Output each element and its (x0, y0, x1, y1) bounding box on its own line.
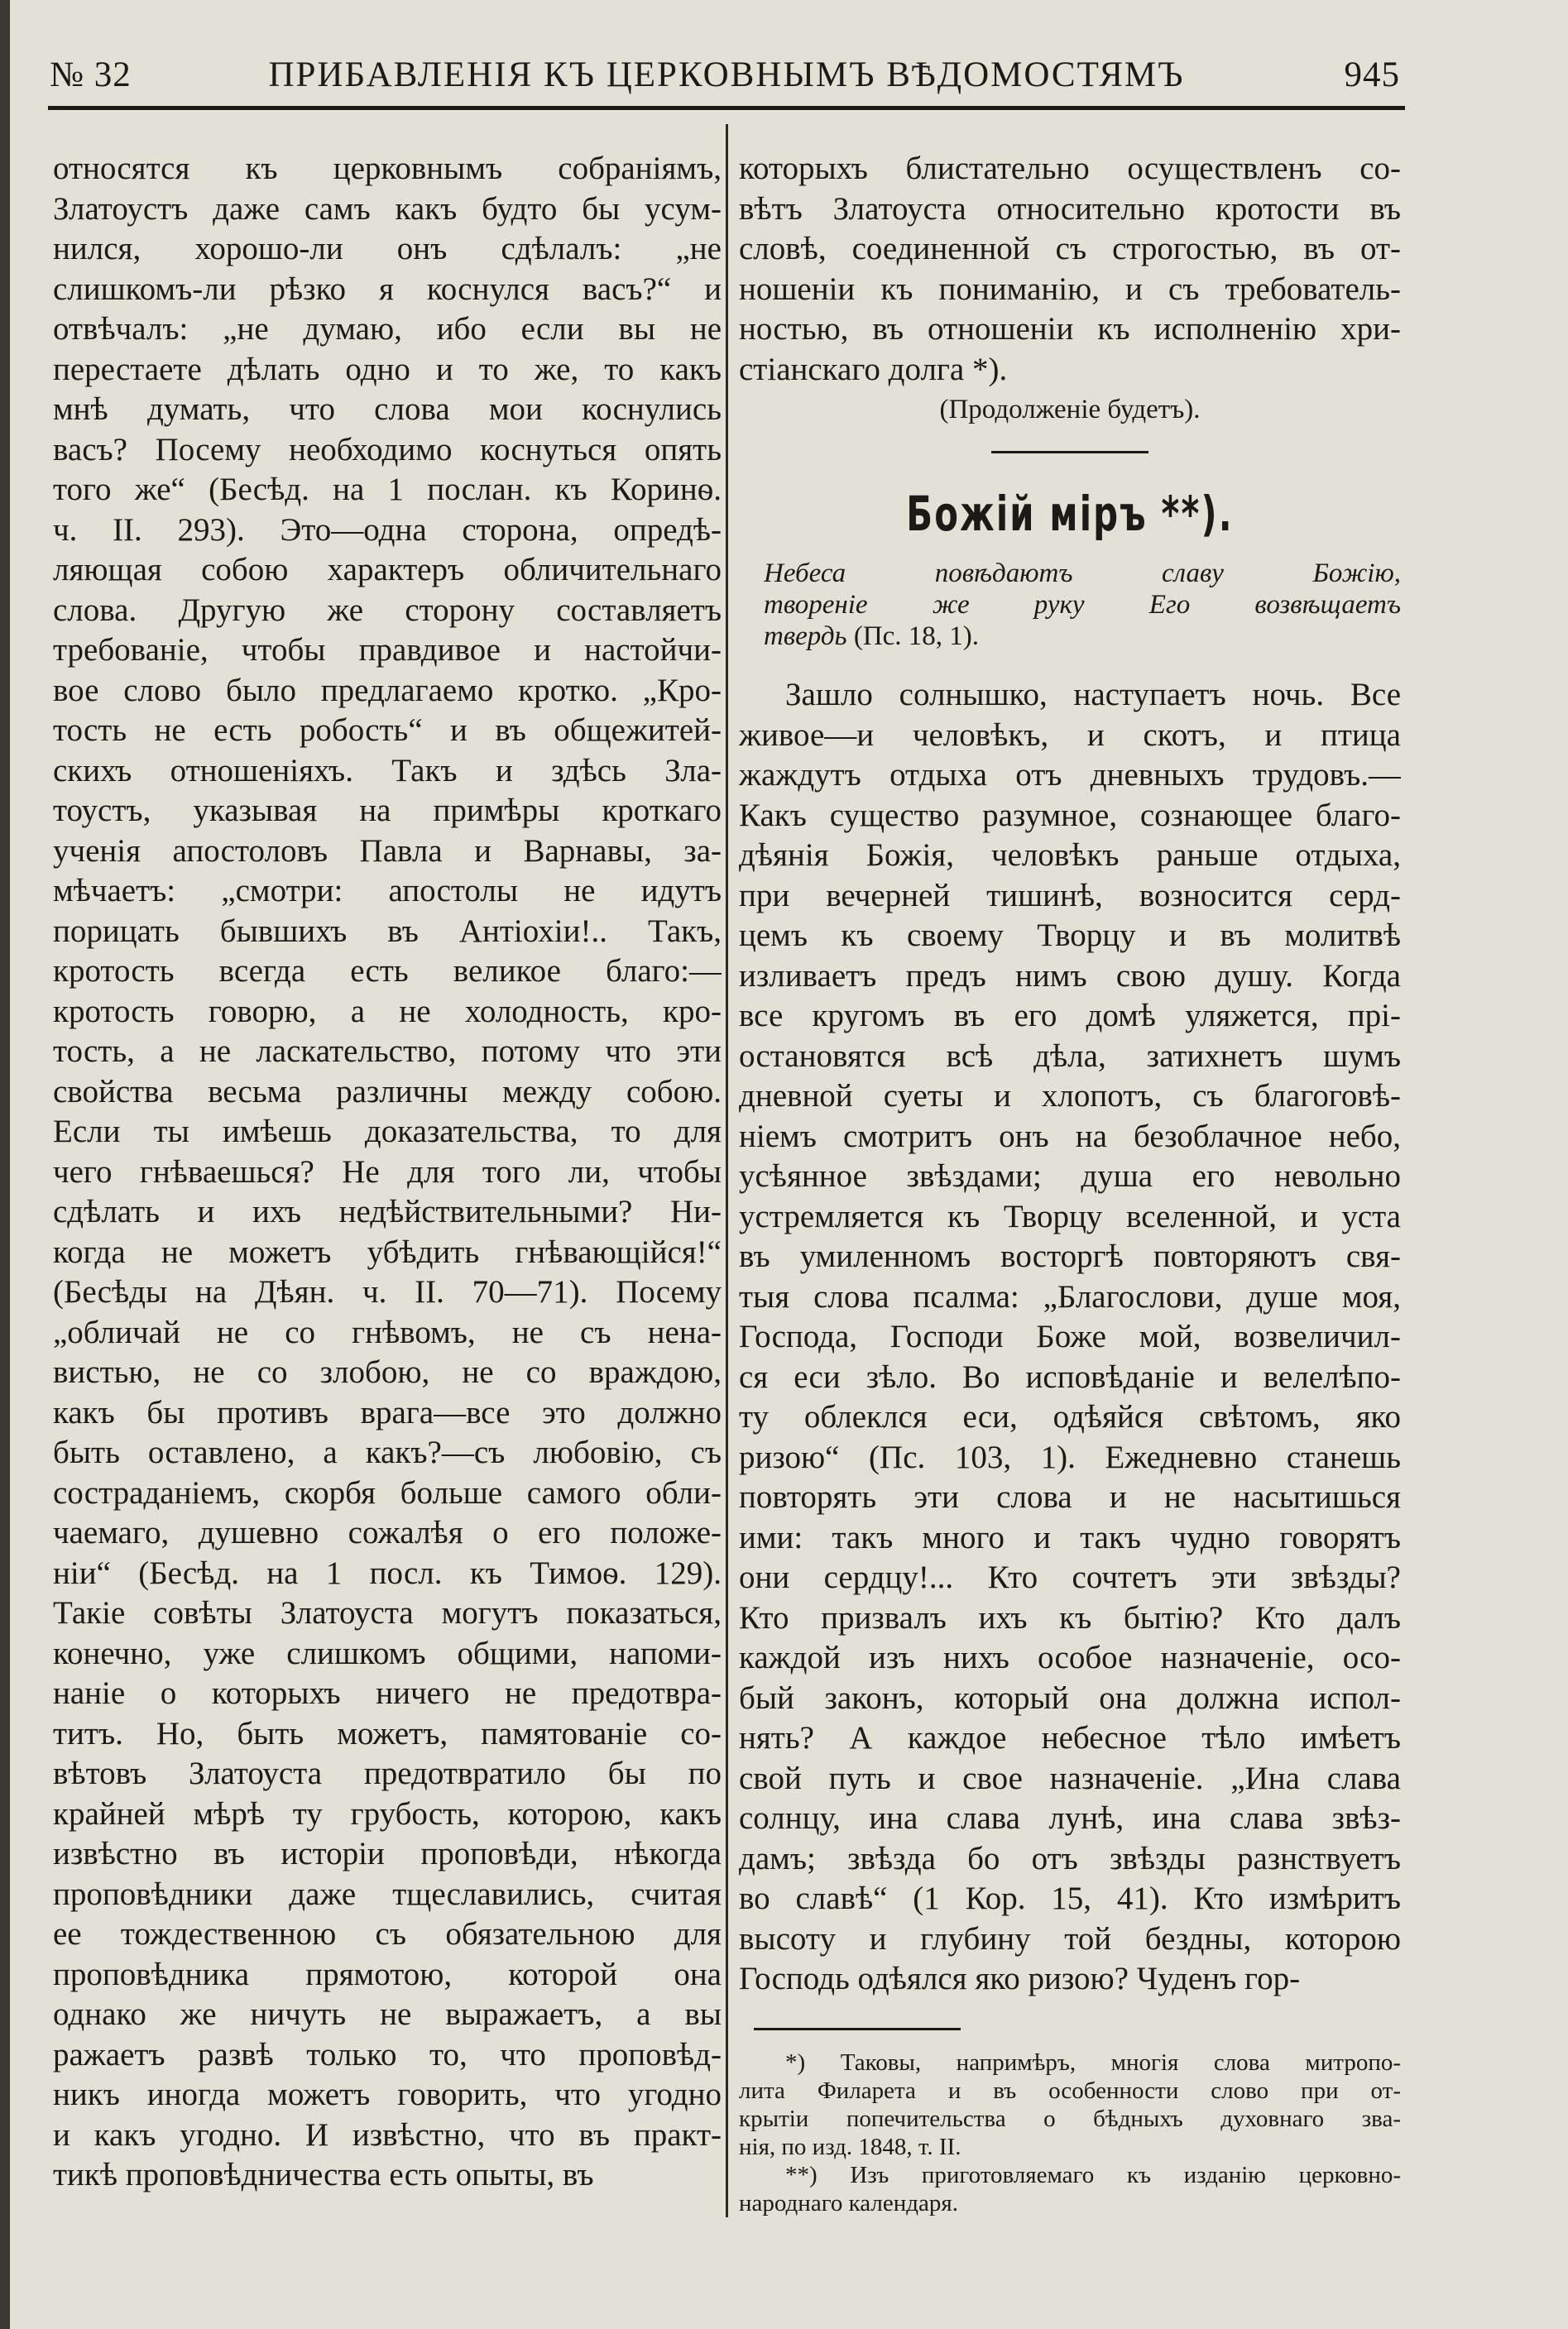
text-line: Кто призвалъ ихъ къ бытію? Кто далъ (739, 1599, 1401, 1636)
text-line: ношеніи къ пониманію, и съ требователь- (739, 271, 1401, 307)
text-line: ніи“ (Бесѣд. на 1 посл. къ Тимоѳ. 129). (53, 1555, 722, 1591)
section-separator (991, 451, 1148, 453)
page-edge-shadow (0, 0, 10, 2329)
text-line: проповѣдника прямотою, которой она (53, 1956, 722, 1992)
text-line: свойства весьма различны между собою. (53, 1073, 722, 1109)
footnote-line: **) Изъ приготовляемаго къ изданію церковно- (785, 2161, 1401, 2188)
epigraph-line (764, 621, 1401, 652)
footnote-line: крытіи попечительства о бѣдныхъ духовнаго зва- (739, 2105, 1401, 2132)
text-line: мѣчаетъ: „смотри: апостолы не идутъ (53, 873, 722, 908)
text-line: въ умиленномъ восторгѣ повторяютъ свя- (739, 1239, 1401, 1274)
text-line: какъ бы противъ врага—все это должно (53, 1394, 722, 1430)
text-line: тость, а не ласкательство, потому что эти (53, 1033, 722, 1069)
text-line: которыхъ блистательно осуществленъ со- (739, 151, 1401, 186)
footnote-line: *) Таковы, напримѣръ, многія слова митропо- (785, 2049, 1401, 2076)
text-line: тикѣ проповѣдничества есть опыты, въ (53, 2157, 594, 2192)
text-line: ражаетъ развѣ только то, что проповѣд- (53, 2036, 722, 2073)
text-line: во славѣ“ (1 Кор. 15, 41). Кто измѣритъ (739, 1881, 1401, 1916)
text-line: дневной суеты и хлопотъ, съ благоговѣ- (739, 1078, 1401, 1114)
text-line: дѣянія Божія, человѣкъ раньше отдыха, (739, 837, 1401, 873)
text-line: Златоустъ даже самъ какъ будто бы усум- (53, 190, 722, 227)
text-line: ніемъ смотритъ онъ на безоблачное небо, (739, 1118, 1401, 1154)
text-line: ее тождественною съ обязательною для (53, 1916, 722, 1952)
text-line: Если ты имѣешь доказательства, то для (53, 1114, 722, 1149)
text-line: однако же ничуть не выражаетъ, а вы (53, 1996, 722, 2032)
text-line: когда не можетъ убѣдить гнѣвающійся!“ (53, 1234, 722, 1270)
text-line: остановятся всѣ дѣла, затихнетъ шумъ (739, 1038, 1401, 1074)
text-line: Такіе совѣты Златоуста могутъ показаться, (53, 1595, 722, 1631)
text-line: ляющая собою характеръ обличительнаго (53, 552, 722, 587)
section-title: Божій міръ **). (906, 486, 1234, 542)
text-line: титъ. Но, быть можетъ, памятованіе со- (53, 1715, 722, 1752)
footnote-rule (754, 2028, 961, 2030)
footnote-line: нія, по изд. 1848, т. II. (739, 2133, 961, 2160)
text-line: высоту и глубину той бездны, которою (739, 1920, 1401, 1957)
page-number: 945 (1344, 55, 1400, 94)
column-divider (726, 124, 728, 2217)
text-line: усѣянное звѣздами; душа его невольно (739, 1158, 1401, 1194)
text-line: повторять эти слова и не насытишься (739, 1479, 1401, 1515)
text-line: ими: такъ много и такъ чудно говорятъ (739, 1519, 1401, 1555)
text-line: васъ? Посему необходимо коснуться опять (53, 431, 722, 467)
text-line: слова. Другую же сторону составляетъ (53, 592, 722, 628)
right-column (739, 149, 1401, 2217)
text-line: все кругомъ въ его домѣ уляжется, прі- (739, 998, 1401, 1033)
text-line: бый законъ, который она должна испол- (739, 1680, 1401, 1716)
text-line: ученія апостоловъ Павла и Варнавы, за- (53, 832, 722, 869)
text-line: быть оставлено, а какъ?—съ любовію, съ (53, 1435, 722, 1470)
text-line: тыя слова псалма: „Благослови, душе моя, (739, 1278, 1401, 1315)
text-line: состраданіемъ, скорбя больше самого обли- (53, 1474, 722, 1511)
text-line: вѣтовъ Златоуста предотвратило бы по (53, 1756, 722, 1791)
text-line: конечно, уже слишкомъ общими, напоми- (53, 1635, 722, 1671)
text-line: порицать бывшихъ въ Антіохіи!.. Такъ, (53, 913, 722, 949)
text-line: (Бесѣды на Дѣян. ч. II. 70—71). Посему (53, 1274, 722, 1310)
text-line: никъ иногда можетъ говорить, что угодно (53, 2077, 722, 2112)
text-line: изливаетъ предъ нимъ свою душу. Когда (739, 957, 1401, 994)
text-line: словѣ, соединенной съ строгостью, въ от- (739, 231, 1401, 266)
epigraph-line: Небеса повѣдаютъ славу Божію, (764, 558, 1401, 588)
text-line: Зашло солнышко, наступаетъ ночь. Все (785, 677, 1401, 712)
text-line: тость не есть робость“ и въ общежитей- (53, 712, 722, 748)
text-line: чаемаго, душевно сожалѣя о его положе- (53, 1515, 722, 1550)
footnotes (739, 2049, 1401, 2217)
text-line: ту облеклся еси, одѣяйся свѣтомъ, яко (739, 1399, 1401, 1435)
text-line: стіанскаго долга *). (739, 351, 1008, 387)
text-line: относятся къ церковнымъ собраніямъ, (53, 151, 722, 186)
text-line: требованіе, чтобы правдивое и настойчи- (53, 632, 722, 668)
text-line: наніе о которыхъ ничего не предотвра- (53, 1675, 722, 1711)
text-line: сдѣлать и ихъ недѣйствительными? Ни- (53, 1194, 722, 1229)
text-line: отвѣчалъ: „не думаю, ибо если вы не (53, 311, 722, 347)
text-line: нять? А каждое небесное тѣло имѣетъ (739, 1720, 1401, 1756)
text-line: вистью, не со злобою, не со враждою, (53, 1354, 722, 1390)
text-line: тоустъ, указывая на примѣры кроткаго (53, 793, 722, 828)
text-line: жаждутъ отдыха отъ дневныхъ трудовъ.— (739, 757, 1401, 793)
text-line: извѣстно въ исторіи проповѣди, нѣкогда (53, 1836, 722, 1871)
text-line: „обличай не со гнѣвомъ, не съ нена- (53, 1314, 722, 1350)
text-line: свой путь и свое назначеніе. „Ина слава (739, 1760, 1401, 1796)
epigraph (739, 558, 1401, 652)
text-line: каждой изъ нихъ особое назначеніе, осо- (739, 1640, 1401, 1675)
epigraph-line: твореніе же руку Его возвѣщаетъ (764, 590, 1401, 620)
text-line: вое слово было предлагаемо кротко. „Кро- (53, 672, 722, 708)
journal-title: ПРИБАВЛЕНІЯ КЪ ЦЕРКОВНЫМЪ ВѢДОМОСТЯМЪ (268, 55, 1185, 94)
issue-number: № 32 (50, 55, 132, 94)
text-line: мнѣ думать, что слова мои коснулись (53, 391, 722, 427)
text-line: живое—и человѣкъ, и скотъ, и птица (739, 716, 1401, 753)
text-line: цемъ къ своему Творцу и въ молитвѣ (739, 918, 1401, 953)
text-line: крайней мѣрѣ ту грубость, которою, какъ (53, 1795, 722, 1832)
epigraph-reference: (Пс. 18, 1). (846, 621, 980, 651)
text-line: устремляется къ Творцу вселенной, и уста (739, 1198, 1401, 1234)
text-line: и какъ угодно. И извѣстно, что въ практ- (53, 2116, 722, 2153)
text-line: солнцу, ина слава лунѣ, ина слава звѣз- (739, 1800, 1401, 1836)
text-line: ностью, въ отношеніи къ исполненію хри- (739, 311, 1401, 347)
epigraph-word: твердь (764, 621, 847, 651)
text-line: проповѣдники даже тщеславились, считая (53, 1876, 722, 1912)
text-line: при вечерней тишинѣ, возносится серд- (739, 877, 1401, 913)
text-line: нился, хорошо-ли онъ сдѣлалъ: „не (53, 231, 722, 266)
text-line: кротость всегда есть великое благо:— (53, 953, 722, 989)
article-body (739, 675, 1401, 2000)
text-line: ся еси зѣло. Во исповѣданіе и велелѣпо- (739, 1359, 1401, 1395)
text-line: слишкомъ-ли рѣзко я коснулся васъ?“ и (53, 271, 722, 307)
text-line: дамъ; звѣзда бо отъ звѣзды разнствуетъ (739, 1840, 1401, 1876)
right-column-top-text (739, 149, 1401, 390)
header-rule (48, 106, 1405, 110)
continued-note: (Продолженіе будетъ). (939, 395, 1201, 424)
text-line: они сердцу!... Кто сочтетъ эти звѣзды? (739, 1560, 1401, 1595)
text-line: кротость говорю, а не холодность, кро- (53, 993, 722, 1029)
text-line: ч. II. 293). Это—одна сторона, опредѣ- (53, 511, 722, 548)
footnote-line: народнаго календаря. (739, 2189, 958, 2216)
text-line: перестаете дѣлать одно и то же, то какъ (53, 351, 722, 387)
text-line: того же“ (Бесѣд. на 1 послан. къ Коринѳ. (53, 472, 722, 507)
text-line: Какъ существо разумное, сознающее благо- (739, 797, 1401, 833)
footnote-line: лита Филарета и въ особенности слово при от- (739, 2077, 1401, 2104)
left-column (53, 149, 722, 2196)
text-line: Господь одѣялся яко ризою? Чуденъ гор- (739, 1961, 1301, 1996)
text-line: ризою“ (Пс. 103, 1). Ежедневно станешь (739, 1439, 1401, 1475)
text-line: скихъ отношеніяхъ. Такъ и здѣсь Зла- (53, 752, 722, 788)
text-line: вѣтъ Златоуста относительно кротости въ (739, 190, 1401, 227)
running-header (48, 51, 1405, 101)
text-line: чего гнѣваешься? Не для того ли, чтобы (53, 1153, 722, 1190)
text-line: Господа, Господи Боже мой, возвеличил- (739, 1319, 1401, 1354)
